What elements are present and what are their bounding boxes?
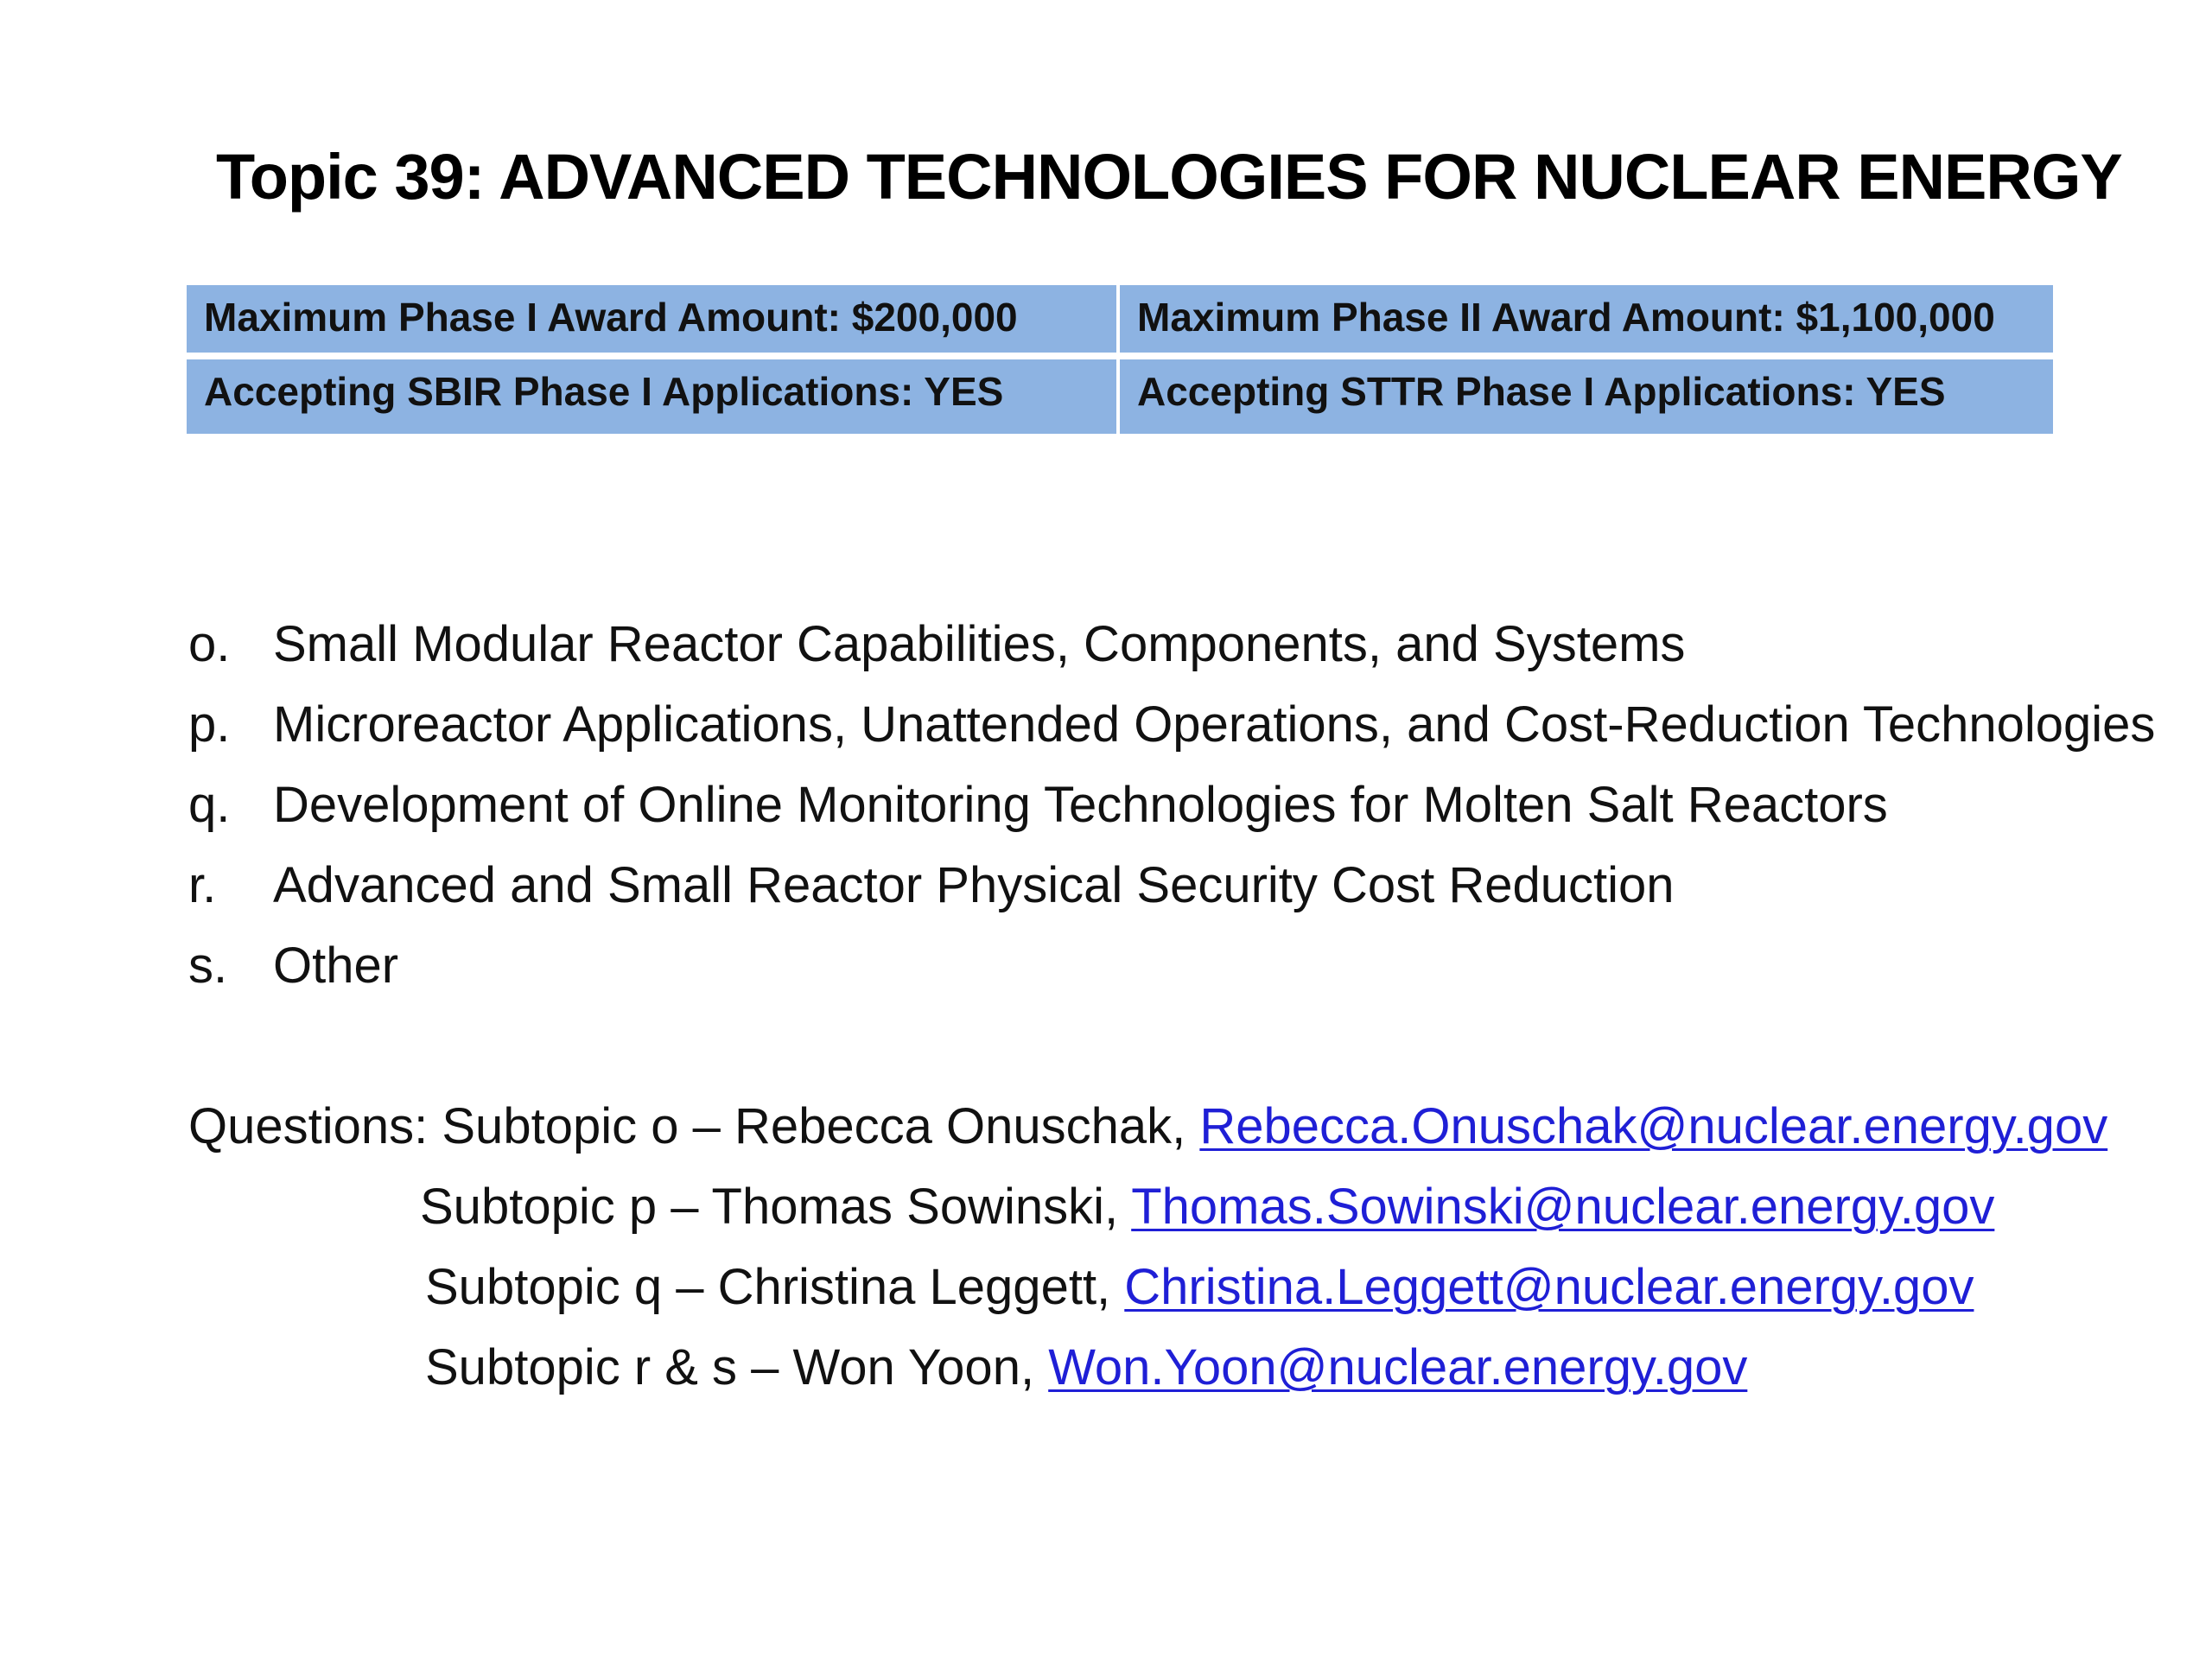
contact-prefix: Subtopic p – Thomas Sowinski,	[420, 1179, 1132, 1235]
list-item	[188, 776, 2155, 856]
list-item	[188, 856, 2155, 937]
award-info-table	[187, 285, 2053, 434]
phase2-award-cell: Maximum Phase II Award Amount: $1,100,000	[1120, 285, 2053, 359]
contact-line	[420, 1178, 1994, 1258]
phase1-award-cell: Maximum Phase I Award Amount: $200,000	[187, 285, 1120, 359]
list-marker: r.	[188, 857, 217, 913]
questions-label: Questions:	[188, 1098, 442, 1154]
list-item	[188, 615, 2155, 696]
list-marker: p.	[188, 696, 231, 753]
contact-line	[188, 1097, 2107, 1178]
sttr-accepting-cell: Accepting STTR Phase I Applications: YES	[1120, 359, 2053, 434]
subtopic-text: Other	[273, 938, 399, 994]
contact-line	[425, 1338, 1747, 1419]
table-row	[187, 359, 2053, 434]
list-marker: s.	[188, 938, 228, 994]
page-title: Topic 39: ADVANCED TECHNOLOGIES FOR NUCLEAR ENERGY	[216, 141, 2122, 213]
contact-email-link[interactable]: Thomas.Sowinski@nuclear.energy.gov	[1131, 1179, 1995, 1235]
contact-email-link[interactable]: Won.Yoon@nuclear.energy.gov	[1048, 1339, 1748, 1395]
subtopic-text: Advanced and Small Reactor Physical Security Cost Reduction	[273, 857, 1675, 913]
list-item	[188, 696, 2155, 776]
list-marker: q.	[188, 777, 231, 833]
subtopic-text: Small Modular Reactor Capabilities, Components, and Systems	[273, 616, 1686, 672]
list-item	[188, 937, 2155, 1017]
contact-prefix: Subtopic q – Christina Leggett,	[425, 1259, 1125, 1315]
list-marker: o.	[188, 616, 231, 672]
subtopic-list	[188, 615, 2155, 1017]
contact-prefix: Subtopic o – Rebecca Onuschak,	[442, 1098, 1200, 1154]
table-row	[187, 285, 2053, 359]
contact-prefix: Subtopic r & s – Won Yoon,	[425, 1339, 1049, 1395]
contact-email-link[interactable]: Rebecca.Onuschak@nuclear.energy.gov	[1199, 1098, 2108, 1154]
contact-line	[425, 1258, 1974, 1338]
subtopic-text: Development of Online Monitoring Technologies for Molten Salt Reactors	[273, 777, 1888, 833]
subtopic-text: Microreactor Applications, Unattended Operations, and Cost-Reduction Technologies	[273, 696, 2156, 753]
contact-email-link[interactable]: Christina.Leggett@nuclear.energy.gov	[1124, 1259, 1974, 1315]
sbir-accepting-cell: Accepting SBIR Phase I Applications: YES	[187, 359, 1120, 434]
